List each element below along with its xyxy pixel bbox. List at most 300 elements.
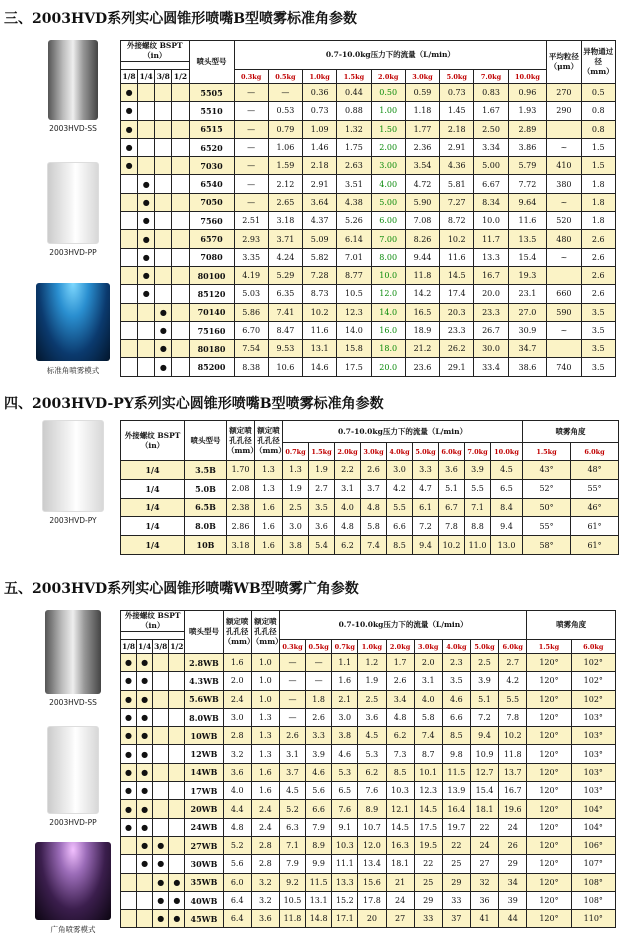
angle-cell: 50° (523, 498, 571, 517)
pass-cell: 1.5 (581, 157, 615, 175)
angle-pressure-header: 1.5kg (523, 443, 571, 461)
thread-dot: ● (153, 855, 169, 873)
thread-dot: ● (121, 84, 138, 102)
model-cell: 3.5B (185, 461, 227, 480)
flow-cell: 8.5 (442, 727, 470, 745)
flow-cell: 2.6 (279, 727, 305, 745)
flow-cell: — (279, 690, 305, 708)
flow-cell: 7.3 (386, 745, 414, 763)
table-row (121, 873, 616, 891)
table-row (121, 800, 616, 818)
thread-dot: ● (138, 175, 155, 193)
thread-dot (153, 745, 169, 763)
flow-cell: — (306, 654, 332, 672)
model-cell: 45WB (185, 910, 223, 928)
flow-cell: 24 (386, 891, 414, 909)
flow-cell: 3.1 (279, 745, 305, 763)
flow-cell: 15.6 (358, 873, 386, 891)
flow-cell: 10.0 (474, 212, 508, 230)
thread-dot (121, 891, 137, 909)
avg-cell: 410 (547, 157, 581, 175)
pressure-header: 0.7kg (283, 443, 309, 461)
angle-cell: 120° (527, 818, 571, 836)
thread-dot (121, 285, 138, 303)
flow-cell: 7.41 (268, 303, 302, 321)
pressure-header: 2.0kg (371, 70, 405, 84)
table-row (121, 230, 616, 248)
thread-dot: ● (137, 818, 153, 836)
pressure-header: 0.3kg (234, 70, 268, 84)
flow-cell: 1.46 (303, 138, 337, 156)
pressure-header: 1.5kg (309, 443, 335, 461)
table-row (121, 175, 616, 193)
flow-cell: 23.3 (474, 303, 508, 321)
flow-cell: 11.5 (306, 873, 332, 891)
flow-cell: — (234, 157, 268, 175)
table-row (121, 855, 616, 873)
avg-cell: ~ (547, 248, 581, 266)
table-row (121, 836, 616, 854)
flow-cell: 19.3 (508, 266, 547, 284)
flow-cell: 8.5 (387, 536, 413, 555)
flow-cell: — (234, 102, 268, 120)
flow-cell: 19.5 (414, 836, 442, 854)
thread-dot (172, 157, 189, 175)
flow-cell: 8.26 (405, 230, 439, 248)
thread-size-header: 1/4 (137, 640, 153, 654)
flow-cell: 29 (414, 891, 442, 909)
flow-cell: 5.00 (474, 157, 508, 175)
flow-cell: 9.4 (413, 536, 439, 555)
flow-cell: 7.28 (303, 266, 337, 284)
flow-cell: 18.0 (371, 340, 405, 358)
table-row (121, 727, 616, 745)
flow-cell: 2.7 (309, 479, 335, 498)
flow-cell: 3.3 (306, 727, 332, 745)
flow-cell: 7.1 (279, 836, 305, 854)
thread-dot (121, 248, 138, 266)
flow-cell: 1.9 (309, 461, 335, 480)
model-header: 喷头型号 (185, 421, 227, 461)
flow-cell: 18.1 (470, 800, 498, 818)
flow-cell: — (268, 84, 302, 102)
nozzle-ss-photo-icon (48, 40, 98, 120)
flow-cell: 9.9 (306, 855, 332, 873)
flow-cell: 24 (470, 836, 498, 854)
flow-cell: 13.7 (499, 763, 527, 781)
avg-cell (547, 340, 581, 358)
flow-cell: 22 (414, 855, 442, 873)
free-cell: 3.2 (251, 873, 279, 891)
thread-dot (138, 120, 155, 138)
pass-cell: 2.6 (581, 285, 615, 303)
thread-dot (155, 102, 172, 120)
flow-cell: 6.3 (279, 818, 305, 836)
avg-header: 平均粒径（μm） (547, 41, 581, 84)
flow-cell: 4.00 (371, 175, 405, 193)
avg-cell: 270 (547, 84, 581, 102)
model-cell: 35WB (185, 873, 223, 891)
thread-dot (155, 285, 172, 303)
angle-header: 喷雾角度 (527, 611, 616, 640)
flow-cell: 3.00 (371, 157, 405, 175)
flow-cell: 1.75 (337, 138, 371, 156)
flow-cell: 8.8 (465, 517, 491, 536)
flow-cell: 2.36 (405, 138, 439, 156)
flow-cell: 7.01 (337, 248, 371, 266)
flow-cell: 10.9 (470, 745, 498, 763)
table-row (121, 340, 616, 358)
flow-cell: 4.2 (499, 672, 527, 690)
pass-cell: 3.5 (581, 358, 615, 376)
model-cell: 7050 (189, 193, 234, 211)
angle-cell: 61° (571, 517, 619, 536)
thread-dot (138, 340, 155, 358)
flow-cell: 16.4 (442, 800, 470, 818)
free-cell: 1.3 (251, 708, 279, 726)
flow-cell: 34.7 (508, 340, 547, 358)
product-caption: 2003HVD-PY (49, 516, 97, 525)
flow-cell: 25 (414, 873, 442, 891)
flow-cell: 3.0 (387, 461, 413, 480)
flow-cell: 0.50 (371, 84, 405, 102)
flow-cell: 5.1 (470, 690, 498, 708)
flow-cell: 30.0 (474, 340, 508, 358)
table-row (121, 285, 616, 303)
thread-size-header: 1/2 (172, 70, 189, 84)
flow-cell: 2.18 (440, 120, 474, 138)
flow-cell: 5.5 (465, 479, 491, 498)
pressure-header: 7.0kg (465, 443, 491, 461)
flow-cell: 6.14 (337, 230, 371, 248)
flow-cell: 21.2 (405, 340, 439, 358)
flow-cell: 1.59 (268, 157, 302, 175)
orifice-cell: 5.6 (223, 855, 251, 873)
flow-cell: 10.2 (439, 536, 465, 555)
flow-cell: 5.3 (358, 745, 386, 763)
angle-cell: 102° (571, 654, 615, 672)
pass-cell: 1.5 (581, 138, 615, 156)
table-row (121, 212, 616, 230)
orifice-cell: 2.8 (223, 727, 251, 745)
flow-cell: 3.7 (279, 763, 305, 781)
thread-dot (172, 212, 189, 230)
flow-cell: 1.7 (386, 654, 414, 672)
flow-cell: 6.67 (474, 175, 508, 193)
thread-dot (172, 84, 189, 102)
flow-cell: 5.5 (499, 690, 527, 708)
thread-dot: ● (153, 873, 169, 891)
nozzle-py-photo-icon (42, 420, 104, 512)
flow-cell: 9.8 (442, 745, 470, 763)
thread-dot: ● (155, 321, 172, 339)
product-caption: 广角喷雾模式 (50, 925, 96, 934)
flow-cell: 15.2 (332, 891, 358, 909)
table-row (121, 120, 616, 138)
free-cell: 1.3 (255, 461, 283, 480)
thread-dot (169, 690, 185, 708)
flow-cell: 14.6 (303, 358, 337, 376)
thread-dot (172, 285, 189, 303)
flow-cell: 7.00 (371, 230, 405, 248)
thread-dot: ● (121, 672, 137, 690)
flow-cell: 3.7 (361, 479, 387, 498)
flow-cell: 29 (499, 855, 527, 873)
flow-cell: 12.1 (386, 800, 414, 818)
avg-cell: 480 (547, 230, 581, 248)
free-cell: 1.3 (255, 479, 283, 498)
avg-cell (547, 120, 581, 138)
avg-cell: 290 (547, 102, 581, 120)
flow-cell: 17.5 (337, 358, 371, 376)
flow-cell: 13.3 (474, 248, 508, 266)
table-row (121, 102, 616, 120)
flow-cell: 6.2 (358, 763, 386, 781)
flow-cell: 13.5 (508, 230, 547, 248)
thread-dot: ● (138, 266, 155, 284)
flow-cell: 14.8 (306, 910, 332, 928)
flow-cell: 12.3 (414, 782, 442, 800)
pressure-header: 0.5kg (268, 70, 302, 84)
model-cell: 30WB (185, 855, 223, 873)
thread-dot: ● (121, 654, 137, 672)
pressure-header: 6.0kg (499, 640, 527, 654)
model-cell: 5505 (189, 84, 234, 102)
thread-dot (153, 654, 169, 672)
flow-cell: 5.09 (303, 230, 337, 248)
pressure-header: 2.0kg (335, 443, 361, 461)
flow-cell: 6.5 (332, 782, 358, 800)
wide-spray-pattern-photo-icon (35, 842, 111, 920)
product-ss (28, 40, 118, 133)
free-cell: 1.0 (251, 690, 279, 708)
flow-cell: 7.9 (306, 818, 332, 836)
angle-cell: 120° (527, 672, 571, 690)
thread-dot (172, 230, 189, 248)
flow-cell: 5.29 (268, 266, 302, 284)
flow-cell: 12.0 (371, 285, 405, 303)
thread-dot (121, 910, 137, 928)
pressure-header: 3.0kg (361, 443, 387, 461)
flow-cell: 9.64 (508, 193, 547, 211)
table-row (121, 818, 616, 836)
thread-dot (121, 266, 138, 284)
orifice-cell: 2.4 (223, 690, 251, 708)
flow-cell: 11.0 (465, 536, 491, 555)
flow-cell: 8.73 (303, 285, 337, 303)
thread-dot (121, 193, 138, 211)
flow-cell: 9.2 (279, 873, 305, 891)
flow-cell: 4.36 (440, 157, 474, 175)
thread-dot (172, 321, 189, 339)
table-row (121, 266, 616, 284)
thread-dot: ● (138, 285, 155, 303)
avg-cell: 740 (547, 358, 581, 376)
free-header: 额定喷孔孔径（mm） (255, 421, 283, 461)
orifice-cell: 2.38 (227, 498, 255, 517)
section-5-table (120, 610, 616, 928)
angle-cell: 103° (571, 782, 615, 800)
thread-dot (121, 230, 138, 248)
thread-dot (155, 248, 172, 266)
flow-cell: 44 (499, 910, 527, 928)
flow-cell: 4.8 (335, 517, 361, 536)
thread-dot: ● (155, 340, 172, 358)
thread-dot (172, 120, 189, 138)
flow-cell: 1.00 (371, 102, 405, 120)
flow-cell: 4.5 (491, 461, 523, 480)
table-row (121, 138, 616, 156)
orifice-cell: 3.0 (223, 708, 251, 726)
thread-header: 外接螺纹 BSPT（in） (121, 611, 185, 632)
free-cell: 1.6 (255, 536, 283, 555)
flow-cell: 3.0 (332, 708, 358, 726)
flow-cell: 20 (358, 910, 386, 928)
table-row (121, 536, 619, 555)
thread-dot (172, 266, 189, 284)
flow-cell: 1.6 (332, 672, 358, 690)
orifice-cell: 6.4 (223, 891, 251, 909)
flow-cell: 9.53 (268, 340, 302, 358)
table-row (121, 708, 616, 726)
flow-cell: 13.1 (306, 891, 332, 909)
flow-cell: 10.2 (499, 727, 527, 745)
flow-cell: 3.5 (309, 498, 335, 517)
thread-dot: ● (137, 782, 153, 800)
angle-cell: 48° (571, 461, 619, 480)
flow-cell: 5.8 (361, 517, 387, 536)
flow-cell: 3.86 (508, 138, 547, 156)
thread-dot: ● (137, 836, 153, 854)
flow-cell: 0.83 (474, 84, 508, 102)
thread-dot (138, 102, 155, 120)
thread-dot: ● (121, 690, 137, 708)
flow-cell: 0.59 (405, 84, 439, 102)
angle-cell: 104° (571, 800, 615, 818)
thread-dot: ● (153, 891, 169, 909)
flow-cell: 6.35 (268, 285, 302, 303)
thread-dot: ● (138, 248, 155, 266)
orifice-header: 额定喷孔孔径（mm） (223, 611, 251, 654)
thread-dot (169, 855, 185, 873)
flow-cell: 1.2 (358, 654, 386, 672)
flow-cell: 9.1 (332, 818, 358, 836)
flow-cell: 0.96 (508, 84, 547, 102)
product-caption: 2003HVD-PP (49, 248, 97, 257)
flow-cell: 4.19 (234, 266, 268, 284)
pass-cell: 3.5 (581, 340, 615, 358)
thread-dot (138, 157, 155, 175)
flow-cell: 7.9 (279, 855, 305, 873)
pressure-header: 1.0kg (358, 640, 386, 654)
model-cell: 75160 (189, 321, 234, 339)
thread-dot: ● (137, 763, 153, 781)
model-cell: 85200 (189, 358, 234, 376)
thread-dot (169, 708, 185, 726)
spray-pattern-photo-icon (36, 283, 110, 361)
product-spray (28, 283, 118, 376)
orifice-cell: 3.6 (223, 763, 251, 781)
flow-cell: 11.8 (279, 910, 305, 928)
flow-cell: 0.73 (303, 102, 337, 120)
flow-cell: 8.4 (491, 498, 523, 517)
flow-cell: 4.0 (335, 498, 361, 517)
flow-cell: 23.3 (440, 321, 474, 339)
avg-cell: 520 (547, 212, 581, 230)
angle-cell: 103° (571, 708, 615, 726)
header-row (121, 611, 616, 632)
model-cell: 14WB (185, 763, 223, 781)
angle-cell: 104° (571, 818, 615, 836)
flow-cell: 1.09 (303, 120, 337, 138)
flow-cell: 13.3 (332, 873, 358, 891)
thread-size-header: 3/8 (153, 640, 169, 654)
thread-dot (121, 358, 138, 376)
free-cell: 2.4 (251, 818, 279, 836)
flow-cell: 10.7 (358, 818, 386, 836)
flow-cell: 10.0 (371, 266, 405, 284)
flow-cell: 11.6 (303, 321, 337, 339)
flow-cell: 4.8 (386, 708, 414, 726)
flow-cell: 8.47 (268, 321, 302, 339)
flow-cell: 3.18 (268, 212, 302, 230)
pressure-header: 5.0kg (413, 443, 439, 461)
section-5-title: 五、2003HVD系列实心圆锥形喷嘴WB型喷雾广角参数 (4, 581, 359, 597)
thread-cell: 1/4 (121, 479, 185, 498)
flow-cell: 5.5 (387, 498, 413, 517)
flow-cell: 7.8 (499, 708, 527, 726)
model-cell: 5510 (189, 102, 234, 120)
avg-cell: 660 (547, 285, 581, 303)
angle-cell: 108° (571, 891, 615, 909)
table-row (121, 690, 616, 708)
flow-cell: 2.5 (470, 654, 498, 672)
table-row (121, 193, 616, 211)
flow-cell: 1.93 (508, 102, 547, 120)
product-caption: 标准角喷雾模式 (46, 366, 100, 375)
flow-cell: 7.27 (440, 193, 474, 211)
flow-cell: 17.8 (358, 891, 386, 909)
thread-dot (138, 84, 155, 102)
product-wide-spray (28, 842, 118, 935)
flow-cell: 7.2 (413, 517, 439, 536)
thread-dot (172, 175, 189, 193)
pass-cell: 2.6 (581, 248, 615, 266)
thread-dot (138, 303, 155, 321)
thread-dot (172, 340, 189, 358)
table-row (121, 517, 619, 536)
pressure-header: 10.0kg (508, 70, 547, 84)
free-cell: 1.0 (251, 672, 279, 690)
angle-pressure-header: 6.0kg (571, 640, 615, 654)
thread-size-header: 1/8 (121, 70, 138, 84)
flow-cell: 3.8 (332, 727, 358, 745)
flow-cell: 16.3 (386, 836, 414, 854)
avg-cell: 380 (547, 175, 581, 193)
flow-header: 0.7-10.0kg压力下的流量（L/min） (234, 41, 547, 70)
model-cell: 6570 (189, 230, 234, 248)
thread-dot: ● (121, 745, 137, 763)
table-row (121, 248, 616, 266)
product-pp (28, 726, 118, 827)
flow-cell: 20.0 (474, 285, 508, 303)
thread-dot: ● (155, 358, 172, 376)
table-row (121, 672, 616, 690)
thread-dot (121, 873, 137, 891)
thread-dot: ● (121, 763, 137, 781)
thread-dot (153, 727, 169, 745)
flow-cell: 0.73 (440, 84, 474, 102)
